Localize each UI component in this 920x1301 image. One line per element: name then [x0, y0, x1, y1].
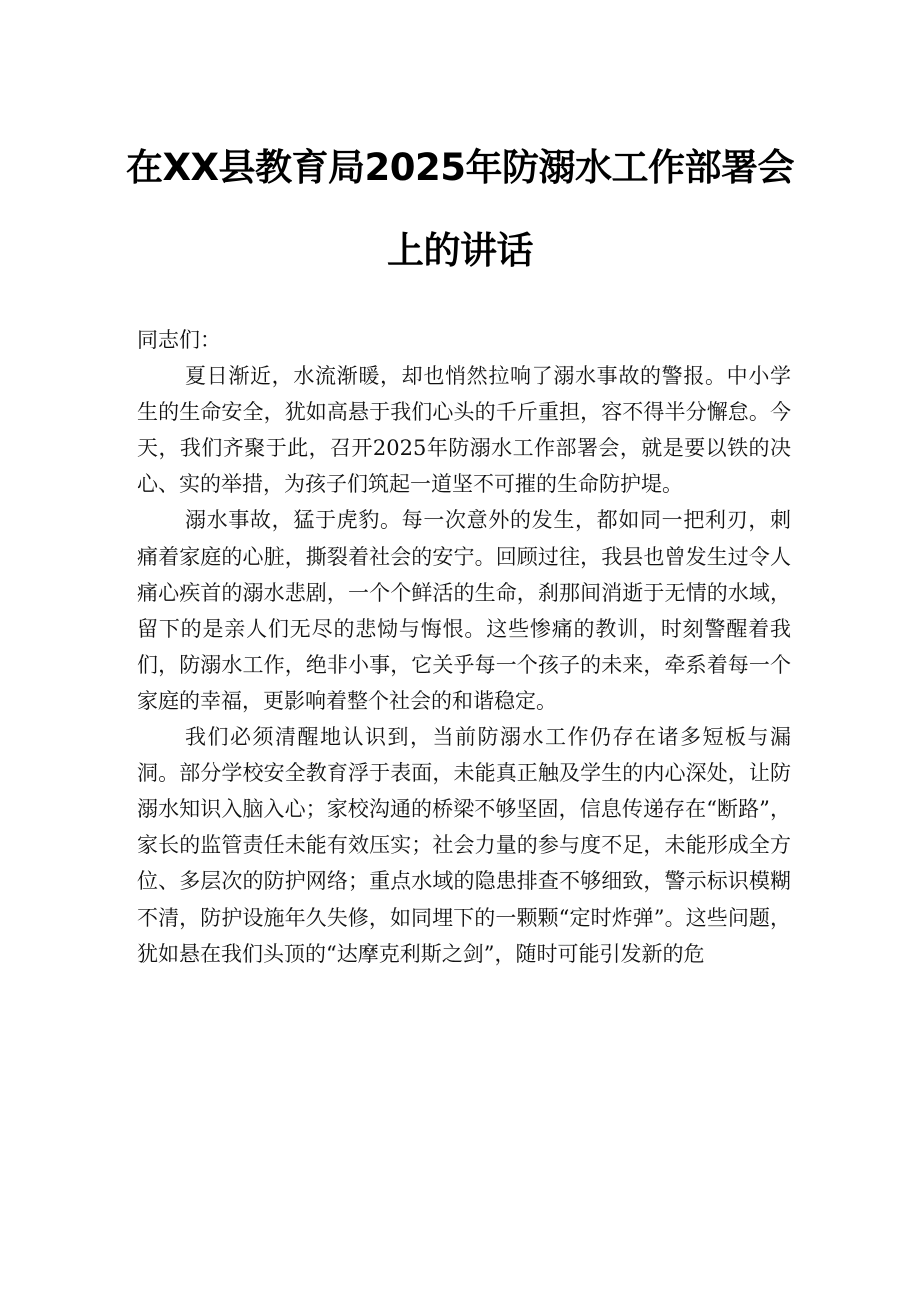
salutation: 同志们： [137, 328, 221, 352]
document-body [137, 322, 791, 972]
document-title-line-2: 上的讲话 [387, 229, 533, 272]
paragraph-3: 我们必须清醒地认识到，当前防溺水工作仍存在诸多短板与漏洞。部分学校安全教育浮于表面，未能真正触及学生的内心深处，让防溺水知识入脑入心；家校沟通的桥梁不够坚固，信息传递存在“断路”，家长的监管责任未能有效压实；社会力量的参与度不足，未能形成全方位、多层次的防护网络；重点水域的隐患排查不够细致，警示标识模糊不清，防护设施年久失修，如同埋下的一颗颗“定时炸弹”。这些问题，犹如悬在我们头顶的“达摩克利斯之剑”，随时可能引发新的危 [137, 725, 791, 966]
paragraph-1: 夏日渐近，水流渐暖，却也悄然拉响了溺水事故的警报。中小学生的生命安全，犹如高悬于我们心头的千斤重担，容不得半分懈怠。今天，我们齐聚于此，召开2025年防溺水工作部署会，就是要以铁的决心、实的举措，为孩子们筑起一道坚不可摧的生命防护堤。 [137, 364, 791, 497]
document-title-line-1: 在XX县教育局2025年防溺水工作部署会 [125, 146, 795, 189]
paragraph-2: 溺水事故，猛于虎豹。每一次意外的发生，都如同一把利刃，刺痛着家庭的心脏，撕裂着社会的安宁。回顾过往，我县也曾发生过令人痛心疾首的溺水悲剧，一个个鲜活的生命，刹那间消逝于无情的水域，留下的是亲人们无尽的悲恸与悔恨。这些惨痛的教训，时刻警醒着我们，防溺水工作，绝非小事，它关乎每一个孩子的未来，牵系着每一个家庭的幸福，更影响着整个社会的和谐稳定。 [137, 508, 791, 713]
